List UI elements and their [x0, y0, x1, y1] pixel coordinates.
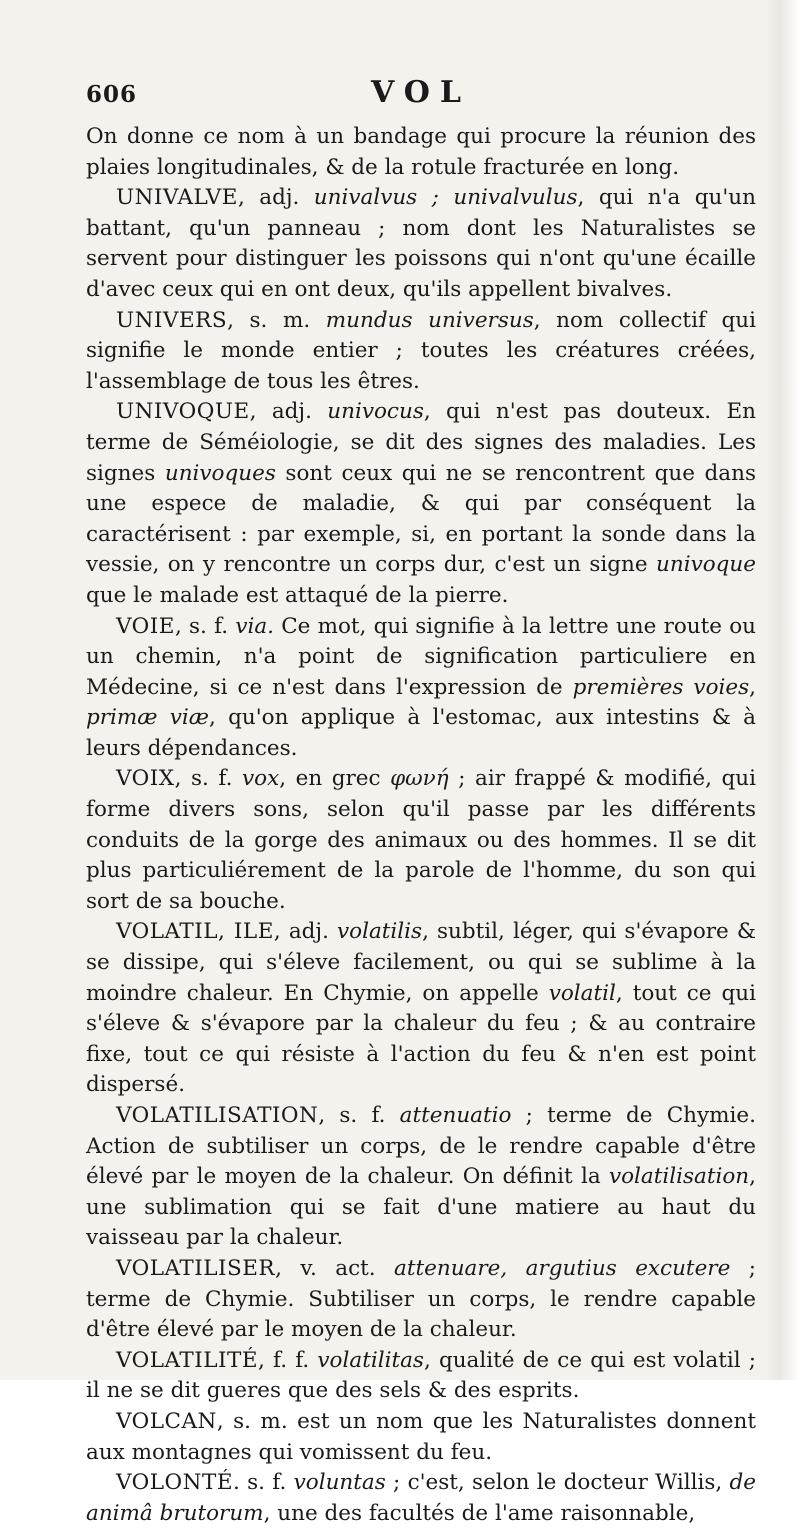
page-number: 606	[86, 81, 138, 108]
latin-term: via.	[235, 613, 274, 639]
definition: , subtil, léger, qui s'évapore & se dissipe, qui s'éleve facilement, ou qui se sublime à la moindre chaleur. En Chymie, on appelle	[86, 919, 756, 1006]
entry-univers	[86, 306, 756, 398]
definition: , en grec	[279, 766, 391, 792]
grammar: , adj.	[249, 399, 328, 425]
entry-volonte	[86, 1468, 756, 1529]
italic-term: volatilisation	[608, 1164, 750, 1190]
page-edge	[766, 0, 800, 1380]
definition-cont: sont ceux qui ne se rencontrent que dans une espece de maladie, & qui par conséquent la caractérisent : par exemple, si, en portant la sonde dans la vessie, on y rencontre un corps dur, c'est un signe	[86, 460, 756, 578]
italic-term: de animâ brutorum	[86, 1470, 757, 1526]
page-header	[86, 75, 756, 122]
definition-cont: que le malade est attaqué de la pierre.	[86, 582, 509, 608]
latin-term: mundus universus	[325, 307, 534, 333]
definition-cont: , une des facultés de l'ame raisonnable,	[263, 1500, 696, 1526]
entry-univoque	[86, 397, 756, 611]
headword: VOIX	[116, 766, 175, 792]
latin-term: vox	[241, 766, 280, 792]
grammar: , f. f.	[258, 1347, 318, 1373]
entry-voie	[86, 612, 756, 765]
continuation-text: On donne ce nom à un bandage qui procure la réunion des plaies longitudinales, & de la rotule fracturée en long.	[86, 124, 756, 180]
italic-term: univoque	[656, 552, 756, 578]
grammar: , s. f.	[174, 613, 236, 639]
italic-term: univoques	[164, 460, 276, 486]
grammar: , s. m.	[227, 307, 326, 333]
headword: UNIVOQUE	[116, 399, 250, 425]
headword: UNIVERS	[116, 307, 228, 333]
entry-volcan	[86, 1407, 756, 1468]
latin-term: attenuatio	[399, 1103, 512, 1128]
definition-cont: , tout ce qui s'éleve & s'évapore par la chaleur du feu ; & au contraire fixe, tout ce qui résiste à l'action du feu & n'en est point dispersé.	[86, 980, 756, 1098]
headword: VOLATILISATION	[116, 1103, 319, 1128]
entry-volatiliser	[86, 1254, 756, 1346]
italic-term: primæ viæ	[86, 705, 210, 731]
latin-term: attenuare, argutius excutere	[394, 1255, 731, 1281]
latin-term: univalvus ; univalvulus	[313, 185, 578, 211]
italic-term: premières voies	[572, 674, 750, 700]
definition-cont: ; air frappé & modifié, qui forme divers sons, selon qu'il passe par les différents conduits de la gorge des animaux ou des hommes. Il se dit plus particuliérement de la parole de l'homme, du son qui sort de sa bouche.	[86, 766, 756, 914]
headword: VOLATILITÉ	[116, 1347, 259, 1373]
latin-term: voluntas	[293, 1470, 386, 1496]
grammar: , s. f.	[174, 766, 242, 792]
grammar: , adj.	[237, 185, 314, 211]
headword: UNIVALVE	[116, 185, 238, 211]
definition: ; terme de Chymie. Subtiliser un corps, le rendre capable d'être élevé par le moyen de la chaleur.	[86, 1255, 756, 1343]
headword: VOLCAN	[116, 1408, 217, 1434]
headword: VOLONTÉ	[116, 1470, 234, 1496]
grammar: . s. f.	[233, 1470, 294, 1496]
greek-term: φωνή	[390, 766, 449, 792]
headword: VOLATIL, ILE	[116, 919, 274, 945]
italic-term: volatil	[548, 980, 616, 1006]
page-text	[86, 75, 757, 1529]
grammar: , v. act.	[275, 1255, 395, 1281]
running-head: VOL	[371, 75, 471, 110]
entry-univalve	[86, 183, 756, 305]
definition-cont: , une sublimation qui se fait d'une matiere au haut du vaisseau par la chaleur.	[86, 1164, 756, 1251]
definition: , nom collectif qui signifie le monde entier ; toutes les créatures créées, l'assemblage de tous les êtres.	[86, 307, 756, 394]
definition: ; terme de Chymie. Action de subtiliser un corps, de le rendre capable d'être élevé par le moyen de la chaleur. On définit la	[86, 1103, 756, 1190]
entry-volatilite	[86, 1346, 756, 1407]
entry-volatilisation	[86, 1101, 756, 1254]
definition: , qui n'a qu'un battant, qu'un panneau ; nom dont les Naturalistes se servent pour distinguer les poissons qui n'ont qu'une écaille d'avec ceux qui en ont deux, qu'ils appellent bivalves.	[86, 185, 756, 302]
latin-term: volatilis	[336, 919, 423, 945]
grammar: , s. f.	[318, 1103, 400, 1128]
headword: VOLATILISER	[116, 1255, 276, 1281]
definition: ; c'est, selon le docteur Willis,	[385, 1470, 730, 1496]
definition: Ce mot, qui signifie à la lettre une route ou un chemin, n'a point de signification particuliere en Médecine, si ce n'est dans l'expression de	[86, 613, 756, 700]
definition-cont: ,	[749, 674, 756, 700]
headword: VOIE	[116, 613, 175, 639]
grammar: , s. m.	[216, 1408, 298, 1434]
definition: est un nom que les Naturalistes donnent aux montagnes qui vomissent du feu.	[86, 1408, 756, 1465]
definition: , qualité de ce qui est volatil ; il ne se dit gueres que des sels & des esprits.	[86, 1347, 756, 1404]
definition: , qui n'est pas douteux. En terme de Séméiologie, se dit des signes des maladies. Les signes	[86, 399, 756, 486]
entry-volatil	[86, 917, 756, 1101]
latin-term: univocus	[327, 399, 424, 425]
entry-voix	[86, 764, 756, 917]
latin-term: volatilitas	[317, 1347, 424, 1373]
grammar: , adj.	[273, 919, 337, 945]
definition-cont: , qu'on applique à l'estomac, aux intestins & à leurs dépendances.	[86, 705, 756, 761]
